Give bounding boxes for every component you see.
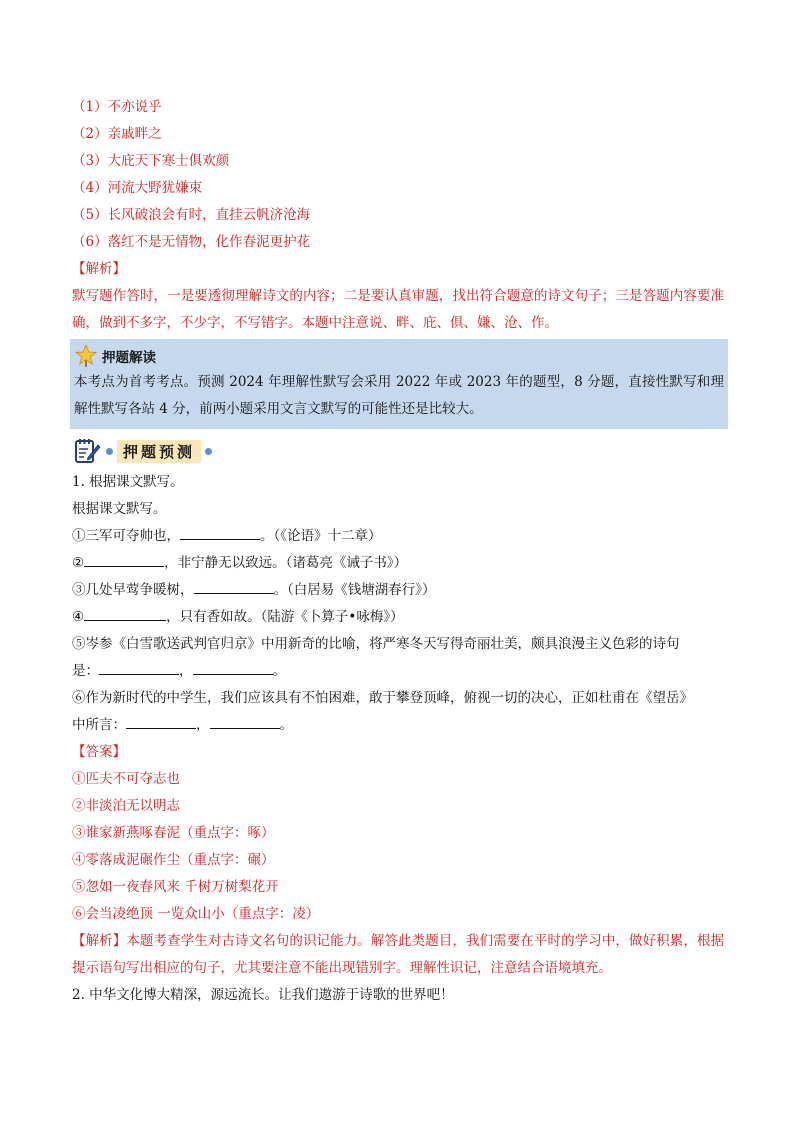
q1-item-1 xyxy=(72,523,724,550)
blank-1[interactable] xyxy=(180,524,260,540)
blank-5a[interactable] xyxy=(99,659,179,675)
q1-answer-6: ⑥会当凌绝顶 一览众山小（重点字：凌） xyxy=(72,906,320,922)
prev-analysis-text: 默写题作答时，一是要透彻理解诗文的内容；二是要认真审题，找出符合题意的诗文句子；三是答题内容要准确，做到不多字，不少字，不写错字。本题中注意说、畔、庇、俱、嫌、沧、作。 xyxy=(72,288,724,331)
q1-item-2 xyxy=(72,550,724,577)
q1-analysis xyxy=(72,928,724,982)
prev-answer-1: （1）不亦说乎 xyxy=(72,99,162,115)
q1-item-5-mid: ， xyxy=(179,663,193,679)
q1-item-6-blanks xyxy=(72,712,724,739)
prediction-title: 押题预测 xyxy=(117,440,201,463)
q1-analysis-text: 本题考查学生对古诗文名句的识记能力。解答此类题目，我们需要在平时的学习中，做好积累，根据提示语句写出相应的句子，尤其要注意不能出现错别字。理解性识记，注意结合语境填充。 xyxy=(72,933,725,976)
blank-6a[interactable] xyxy=(126,713,196,729)
prev-answer-6: （6）落红不是无情物，化作春泥更护花 xyxy=(72,234,311,250)
prev-answer-5: （5）长风破浪会有时，直挂云帆济沧海 xyxy=(72,207,311,223)
q1-item-6-post: 。 xyxy=(279,717,293,733)
q1-answer-4: ④零落成泥碾作尘（重点字：碾） xyxy=(72,852,275,868)
q1-answer-2: ②非淡泊无以明志 xyxy=(72,798,180,814)
blank-5b[interactable] xyxy=(193,659,273,675)
interpretation-header xyxy=(74,343,724,369)
prediction-header xyxy=(72,433,724,469)
prev-answer-2: （2）亲戚畔之 xyxy=(72,126,162,142)
blank-6b[interactable] xyxy=(210,713,280,729)
q1-analysis-label: 【解析】 xyxy=(72,933,127,949)
q1-answer-label: 【答案】 xyxy=(72,744,126,760)
prediction-dot-left xyxy=(106,448,113,455)
q1-item-6-text: ⑥作为新时代的中学生，我们应该具有不怕困难，敢于攀登顶峰，俯视一切的决心，正如杜甫在《望岳》 xyxy=(72,690,693,706)
q1-answer-5: ⑤忽如一夜春风来 千树万树梨花开 xyxy=(72,879,279,895)
interpretation-box xyxy=(70,339,728,429)
q1-item-3 xyxy=(72,577,724,604)
q1-item-4 xyxy=(72,604,724,631)
prev-analysis-label: 【解析】 xyxy=(72,261,126,277)
q1-item-3-pre: ③几处早莺争暖树， xyxy=(72,582,194,598)
document-page xyxy=(72,94,724,1009)
q1-item-4-pre: ④ xyxy=(72,609,85,625)
interpretation-title: 押题解读 xyxy=(102,350,156,366)
previous-answers xyxy=(72,94,724,256)
q1-answer-1: ①匹夫不可夺志也 xyxy=(72,771,180,787)
interpretation-body: 本考点为首考考点。预测 2024 年理解性默写会采用 2022 年或 2023 年的题型，8 分题，直接性默写和理解性默写各站 4 分，前两小题采用文言文默写的可能性还是比较大。 xyxy=(74,374,724,417)
q1-item-2-pre: ② xyxy=(72,555,85,571)
blank-2[interactable] xyxy=(84,551,164,567)
q1-item-1-post: 。（《论语》十二章） xyxy=(260,528,382,544)
notepad-pen-icon xyxy=(72,436,102,466)
prediction-dot-right xyxy=(205,448,212,455)
prev-answer-4: （4）河流大野犹嫌束 xyxy=(72,180,203,196)
q1-item-4-post: ，只有香如故。（陆游《卜算子•咏梅》） xyxy=(166,609,404,625)
q1-item-5-text: ⑤岑参《白雪歌送武判官归京》中用新奇的比喻，将严寒冬天写得奇丽壮美，颇具浪漫主义色彩的诗句 xyxy=(72,636,680,652)
q1-item-2-post: ，非宁静无以致远。（诸葛亮《诫子书》） xyxy=(164,555,408,571)
q1-answer-3: ③谁家新燕啄春泥（重点字：啄） xyxy=(72,825,275,841)
q1-item-6-pre: 中所言： xyxy=(72,717,126,733)
star-icon xyxy=(74,344,98,368)
q1-number: 1. 根据课文默写。 xyxy=(72,474,184,490)
blank-3[interactable] xyxy=(194,578,274,594)
q1-item-5-post: 。 xyxy=(272,663,286,679)
q1-item-1-pre: ①三军可夺帅也， xyxy=(72,528,180,544)
prev-answer-3: （3）大庇天下寒士俱欢颜 xyxy=(72,153,230,169)
q1-intro: 根据课文默写。 xyxy=(72,501,167,517)
q1-item-5-pre: 是： xyxy=(72,663,99,679)
q1-item-6-mid: ， xyxy=(196,717,210,733)
q2-text: 2. 中华文化博大精深，源远流长。让我们遨游于诗歌的世界吧！ xyxy=(72,987,454,1003)
q1-item-5-blanks xyxy=(72,658,724,685)
q1-item-3-post: 。（白居易《钱塘湖春行》） xyxy=(273,582,436,598)
blank-4[interactable] xyxy=(84,605,166,621)
q1-answers xyxy=(72,766,724,928)
